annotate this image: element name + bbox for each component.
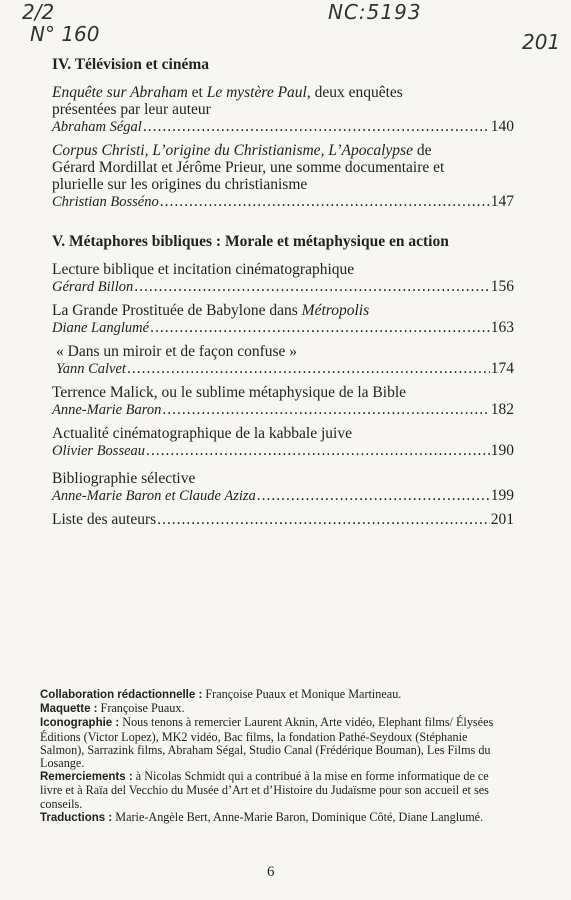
entry-page: 140 bbox=[490, 118, 514, 135]
entry-page: 201 bbox=[490, 511, 514, 528]
credit-collaboration: Collaboration rédactionnelle : Françoise Puaux et Monique Martineau. bbox=[40, 687, 402, 701]
toc-entry bbox=[52, 302, 514, 337]
entry-author-line bbox=[52, 118, 514, 136]
entry-author: Anne-Marie Baron bbox=[52, 402, 162, 418]
dot-leader bbox=[146, 442, 490, 459]
entry-author-line bbox=[52, 401, 514, 419]
credit-remerciements: Remerciements : à Nicolas Schmidt qui a contribué à la mise en forme informatique de ce livre et à Raïa del Vecchio du Musée d’Art et d’Histoire du Judaïsme pour son accueil et ses conseils. bbox=[40, 769, 489, 811]
toc-entry-abraham bbox=[52, 84, 514, 136]
handwritten-note-top-right: 201 bbox=[522, 30, 561, 54]
toc-entry bbox=[52, 261, 514, 296]
entry-author-line bbox=[52, 442, 514, 460]
toc-entry-authors-list bbox=[52, 511, 514, 528]
entry-author-line bbox=[52, 487, 514, 505]
entry-title: Corpus Christi, L’origine du Christianisme, L’Apocalypse de Gérard Mordillat et Jérôme Prieur, une somme documentaire et plurielle sur les origines du christianisme bbox=[52, 142, 445, 193]
entry-title-line bbox=[52, 511, 514, 528]
entry-author: Gérard Billon bbox=[52, 279, 134, 295]
dot-leader bbox=[134, 278, 490, 295]
entry-title: La Grande Prostituée de Babylone dans Métropolis bbox=[52, 302, 370, 319]
dot-leader bbox=[157, 511, 490, 528]
section-heading-v: V. Métaphores bibliques : Morale et métaphysique en action bbox=[52, 233, 449, 250]
credit-maquette: Maquette : Françoise Puaux. bbox=[40, 701, 185, 716]
entry-author: Abraham Ségal bbox=[52, 119, 142, 135]
handwritten-number: N° 160 bbox=[30, 22, 100, 46]
entry-author-line bbox=[52, 319, 514, 337]
entry-title: Liste des auteurs bbox=[52, 511, 157, 528]
entry-author-line bbox=[52, 193, 514, 211]
entry-title: Actualité cinématographique de la kabbale juive bbox=[52, 425, 352, 442]
dot-leader bbox=[127, 360, 490, 377]
toc-entry bbox=[52, 384, 514, 419]
entry-page: 147 bbox=[490, 193, 514, 210]
dot-leader bbox=[257, 487, 490, 504]
entry-page: 190 bbox=[490, 442, 514, 459]
dot-leader bbox=[150, 319, 490, 336]
handwritten-note-top-left: 2/2 bbox=[22, 0, 55, 24]
entry-page: 156 bbox=[490, 278, 514, 295]
entry-author: Diane Langlumé bbox=[52, 320, 150, 336]
credit-traductions: Traductions : Marie-Angèle Bert, Anne-Marie Baron, Dominique Côté, Diane Langlumé. bbox=[40, 809, 484, 824]
toc-entry-corpus-christi bbox=[52, 142, 514, 211]
entry-title: Enquête sur Abraham et Le mystère Paul, deux enquêtes présentées par leur auteur bbox=[52, 84, 403, 118]
page-number: 6 bbox=[267, 864, 275, 880]
dot-leader bbox=[162, 401, 489, 418]
entry-author: Anne-Marie Baron et Claude Aziza bbox=[52, 488, 256, 504]
section-heading-iv: IV. Télévision et cinéma bbox=[52, 56, 210, 73]
entry-author: Olivier Bosseau bbox=[52, 443, 146, 459]
handwritten-code: NC:5193 bbox=[328, 0, 422, 24]
credits-block bbox=[40, 688, 510, 825]
entry-page: 182 bbox=[490, 401, 514, 418]
entry-author: Christian Bosséno bbox=[52, 194, 159, 210]
entry-title: Bibliographie sélective bbox=[52, 470, 196, 487]
entry-page: 163 bbox=[490, 319, 514, 336]
toc-entry bbox=[52, 425, 514, 460]
toc-entry bbox=[52, 343, 514, 378]
dot-leader bbox=[143, 118, 490, 135]
entry-title: Lecture biblique et incitation cinématographique bbox=[52, 261, 355, 278]
entry-page: 199 bbox=[490, 487, 514, 504]
entry-author-line bbox=[52, 278, 514, 296]
entry-title: Terrence Malick, ou le sublime métaphysique de la Bible bbox=[52, 384, 407, 401]
entry-page: 174 bbox=[490, 360, 514, 377]
entry-author: Yann Calvet bbox=[56, 361, 126, 377]
table-of-contents bbox=[52, 56, 514, 534]
dot-leader bbox=[160, 193, 490, 210]
entry-title: « Dans un miroir et de façon confuse » bbox=[56, 343, 298, 360]
toc-entry-bibliography bbox=[52, 470, 514, 505]
entry-author-line bbox=[56, 360, 514, 378]
credit-iconographie: Iconographie : Nous tenons à remercier Laurent Aknin, Arte vidéo, Elephant films/ Élysées Éditions (Victor Lopez), MK2 vidéo, Bac films, la fondation Pathé-Seydoux (Stéphanie Salmon), Sarrazink films, Abraham Ségal, Studio Canal (Frédérique Bouman), Les Films du Losange. bbox=[40, 715, 494, 771]
